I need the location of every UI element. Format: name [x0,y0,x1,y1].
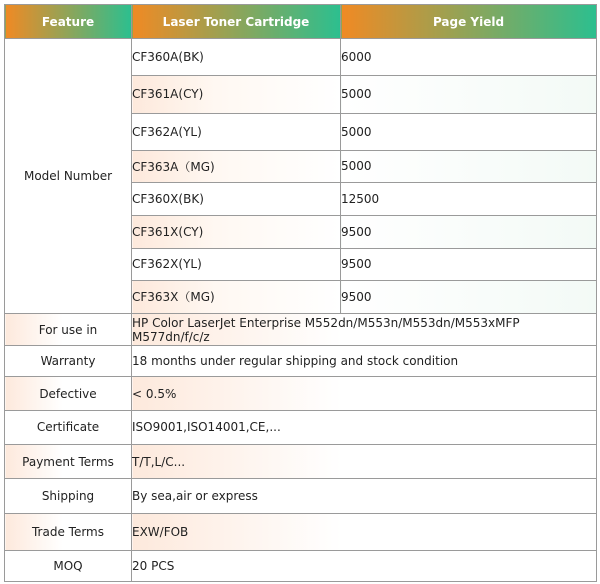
spec-row-certificate [5,410,597,444]
header-cartridge: Laser Toner Cartridge [132,5,341,39]
spec-table [4,4,597,582]
yield-cell: 9500 [341,280,597,313]
spec-label: Defective [5,377,132,410]
spec-value: < 0.5% [132,377,597,410]
model-cell: CF362A(YL) [132,113,341,150]
model-cell: CF361X(CY) [132,216,341,248]
spec-row-moq [5,550,597,581]
spec-label: Shipping [5,479,132,514]
model-cell: CF363A（MG) [132,150,341,182]
spec-label: For use in [5,313,132,345]
spec-row-for-use-in [5,313,597,345]
model-row [5,39,597,76]
model-cell: CF360X(BK) [132,183,341,216]
model-cell: CF363X（MG) [132,280,341,313]
spec-row-payment-terms [5,444,597,478]
spec-label: MOQ [5,550,132,581]
yield-cell: 5000 [341,113,597,150]
model-cell: CF361A(CY) [132,76,341,113]
yield-cell: 9500 [341,248,597,280]
spec-label: Warranty [5,346,132,377]
spec-value: HP Color LaserJet Enterprise M552dn/M553n/M553dn/M553xMFP M577dn/f/c/z [132,313,597,345]
header-row [5,5,597,39]
spec-label: Trade Terms [5,514,132,550]
spec-value: 18 months under regular shipping and stock condition [132,346,597,377]
yield-cell: 9500 [341,216,597,248]
header-feature: Feature [5,5,132,39]
spec-value: ISO9001,ISO14001,CE,... [132,410,597,444]
spec-value: By sea,air or express [132,479,597,514]
spec-value: EXW/FOB [132,514,597,550]
header-yield: Page Yield [341,5,597,39]
spec-value: T/T,L/C... [132,444,597,478]
model-number-label: Model Number [5,39,132,314]
model-cell: CF362X(YL) [132,248,341,280]
model-cell: CF360A(BK) [132,39,341,76]
spec-value: 20 PCS [132,550,597,581]
spec-label: Payment Terms [5,444,132,478]
spec-row-warranty [5,346,597,377]
spec-row-defective [5,377,597,410]
spec-label: Certificate [5,410,132,444]
yield-cell: 12500 [341,183,597,216]
yield-cell: 5000 [341,150,597,182]
spec-row-trade-terms [5,514,597,550]
spec-row-shipping [5,479,597,514]
yield-cell: 6000 [341,39,597,76]
yield-cell: 5000 [341,76,597,113]
